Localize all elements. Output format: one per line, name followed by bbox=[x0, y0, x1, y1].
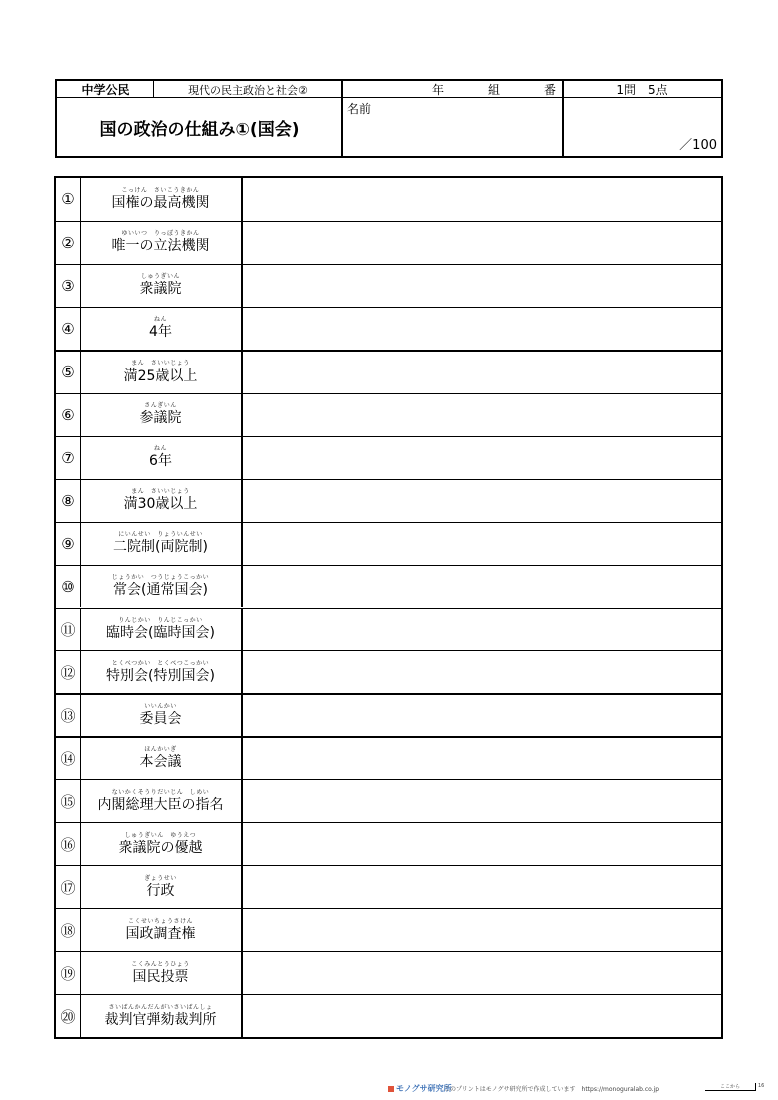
term-cell bbox=[80, 394, 243, 436]
term-cell bbox=[80, 866, 243, 908]
term-text: 特別会(特別国会) bbox=[106, 667, 215, 684]
question-number: ④ bbox=[56, 308, 81, 350]
table-row bbox=[56, 565, 721, 608]
answer-field[interactable] bbox=[243, 651, 721, 693]
answer-field[interactable] bbox=[243, 995, 721, 1037]
answer-table bbox=[54, 176, 723, 1039]
term-text: 臨時会(臨時国会) bbox=[106, 624, 215, 641]
answer-field[interactable] bbox=[243, 780, 721, 822]
term-text: 内閣総理大臣の指名 bbox=[97, 796, 224, 813]
term-cell bbox=[80, 952, 243, 994]
footer-end: 16 bbox=[758, 1083, 765, 1089]
number-label: 番 bbox=[544, 83, 557, 97]
term-furigana: ゆいいつ りっぽうきかん bbox=[121, 230, 200, 238]
answer-field[interactable] bbox=[243, 480, 721, 522]
term-furigana: とくべつかい とくべつこっかい bbox=[111, 659, 210, 667]
score-rule: 1問 5点 bbox=[616, 83, 668, 97]
term-cell bbox=[80, 909, 243, 951]
unit-label: 現代の民主政治と社会② bbox=[188, 83, 308, 97]
term-furigana: まん さいいじょう bbox=[131, 359, 190, 367]
question-number: ⑲ bbox=[56, 952, 81, 994]
term-cell bbox=[80, 265, 243, 307]
term-text: 裁判官弾劾裁判所 bbox=[104, 1011, 217, 1028]
question-number: ⑨ bbox=[56, 523, 81, 565]
header-block bbox=[55, 79, 723, 158]
question-number: ⑰ bbox=[56, 866, 81, 908]
term-furigana: ねん bbox=[153, 445, 167, 453]
year-label: 年 bbox=[432, 83, 445, 97]
term-text: 国民投票 bbox=[132, 968, 189, 985]
name-field[interactable] bbox=[343, 98, 562, 156]
term-cell bbox=[80, 823, 243, 865]
name-label: 名前 bbox=[347, 102, 372, 116]
term-furigana: いいんかい bbox=[144, 703, 177, 711]
term-text: 6年 bbox=[149, 453, 172, 470]
answer-field[interactable] bbox=[243, 695, 721, 736]
term-furigana: ねん bbox=[153, 316, 167, 324]
term-cell bbox=[80, 480, 243, 522]
term-furigana: こくせいちょうさけん bbox=[127, 917, 193, 925]
answer-field[interactable] bbox=[243, 909, 721, 951]
term-text: 二院制(両院制) bbox=[113, 539, 208, 556]
term-cell bbox=[80, 780, 243, 822]
table-row bbox=[56, 650, 721, 693]
question-number: ⑩ bbox=[56, 566, 81, 608]
table-row bbox=[56, 779, 721, 822]
term-cell bbox=[80, 651, 243, 693]
table-row bbox=[56, 908, 721, 951]
term-text: 行政 bbox=[146, 882, 175, 899]
answer-field[interactable] bbox=[243, 178, 721, 221]
question-number: ⑦ bbox=[56, 437, 81, 479]
term-cell bbox=[80, 738, 243, 779]
answer-field[interactable] bbox=[243, 609, 721, 651]
table-row bbox=[56, 865, 721, 908]
table-row bbox=[56, 951, 721, 994]
term-furigana: まん さいいじょう bbox=[131, 488, 190, 496]
question-number: ⑮ bbox=[56, 780, 81, 822]
term-text: 満25歳以上 bbox=[123, 367, 198, 384]
term-cell bbox=[80, 609, 243, 651]
brand-name: モノグサ研究所 bbox=[396, 1084, 452, 1093]
class-label: 組 bbox=[488, 83, 501, 97]
question-number: ⑧ bbox=[56, 480, 81, 522]
question-number: ⑱ bbox=[56, 909, 81, 951]
term-furigana: にいんせい りょういんせい bbox=[118, 531, 203, 539]
table-row bbox=[56, 822, 721, 865]
table-row bbox=[56, 994, 721, 1037]
term-text: 4年 bbox=[149, 324, 172, 341]
total-score: ／100 bbox=[679, 138, 717, 153]
term-furigana: さいばんかんだんがいさいばんしょ bbox=[108, 1003, 213, 1011]
question-number: ⑪ bbox=[56, 609, 81, 651]
score-field[interactable] bbox=[564, 98, 721, 156]
term-text: 本会議 bbox=[139, 754, 182, 771]
term-text: 満30歳以上 bbox=[123, 496, 198, 513]
term-furigana: こくみんとうひょう bbox=[131, 960, 190, 968]
question-number: ③ bbox=[56, 265, 81, 307]
answer-field[interactable] bbox=[243, 566, 721, 608]
answer-field[interactable] bbox=[243, 952, 721, 994]
table-row bbox=[56, 608, 721, 651]
question-number: ⑯ bbox=[56, 823, 81, 865]
table-row bbox=[56, 436, 721, 479]
year-class-number bbox=[342, 81, 563, 98]
answer-field[interactable] bbox=[243, 352, 721, 393]
answer-field[interactable] bbox=[243, 738, 721, 779]
table-row bbox=[56, 479, 721, 522]
answer-field[interactable] bbox=[243, 265, 721, 307]
term-furigana: こっけん さいこうきかん bbox=[121, 186, 200, 194]
footer-box: ここから bbox=[705, 1083, 756, 1091]
term-furigana: ぎょうせい bbox=[144, 874, 177, 882]
answer-field[interactable] bbox=[243, 222, 721, 264]
table-row bbox=[56, 522, 721, 565]
answer-field[interactable] bbox=[243, 823, 721, 865]
term-furigana: ほんかいぎ bbox=[144, 746, 177, 754]
term-cell bbox=[80, 995, 243, 1037]
term-text: 参議院 bbox=[139, 410, 182, 427]
footer-text: このプリントはモノグサ研究所で作成しています https://monoguralab.co.jp bbox=[444, 1086, 660, 1093]
logo-icon bbox=[388, 1086, 394, 1092]
worksheet-title: 国の政治の仕組み①(国会) bbox=[99, 119, 300, 140]
question-number: ① bbox=[56, 178, 81, 221]
question-number: ② bbox=[56, 222, 81, 264]
table-row bbox=[56, 307, 721, 350]
term-text: 国権の最高機関 bbox=[111, 194, 210, 211]
table-row bbox=[56, 350, 721, 393]
term-cell bbox=[80, 222, 243, 264]
table-row bbox=[56, 264, 721, 307]
question-number: ⑫ bbox=[56, 651, 81, 693]
term-cell bbox=[80, 437, 243, 479]
question-number: ⑭ bbox=[56, 738, 81, 779]
term-cell bbox=[80, 695, 243, 736]
table-row bbox=[56, 693, 721, 736]
term-furigana: しゅうぎいん bbox=[140, 273, 180, 281]
term-text: 国政調査権 bbox=[125, 925, 196, 942]
term-text: 衆議院の優越 bbox=[118, 839, 203, 856]
table-row bbox=[56, 393, 721, 436]
term-cell bbox=[80, 178, 243, 221]
question-number: ⑤ bbox=[56, 352, 81, 393]
term-furigana: じょうかい つうじょうこっかい bbox=[111, 574, 210, 582]
brand-logo bbox=[388, 1083, 452, 1094]
term-cell bbox=[80, 523, 243, 565]
footer bbox=[388, 1083, 778, 1097]
term-furigana: しゅうぎいん ゆうえつ bbox=[124, 831, 197, 839]
answer-field[interactable] bbox=[243, 308, 721, 350]
table-row bbox=[56, 221, 721, 264]
question-number: ⑳ bbox=[56, 995, 81, 1037]
term-text: 委員会 bbox=[139, 711, 182, 728]
term-furigana: さんぎいん bbox=[144, 402, 177, 410]
table-row bbox=[56, 178, 721, 221]
term-text: 常会(通常国会) bbox=[113, 582, 208, 599]
subject-label: 中学公民 bbox=[81, 83, 130, 97]
term-text: 衆議院 bbox=[139, 281, 182, 298]
term-cell bbox=[80, 566, 243, 608]
term-furigana: りんじかい りんじこっかい bbox=[118, 616, 203, 624]
answer-field[interactable] bbox=[243, 394, 721, 436]
question-number: ⑥ bbox=[56, 394, 81, 436]
question-number: ⑬ bbox=[56, 695, 81, 736]
table-row bbox=[56, 736, 721, 779]
answer-field[interactable] bbox=[243, 866, 721, 908]
answer-field[interactable] bbox=[243, 523, 721, 565]
term-cell bbox=[80, 308, 243, 350]
term-cell bbox=[80, 352, 243, 393]
term-text: 唯一の立法機関 bbox=[111, 238, 210, 255]
term-furigana: ないかくそうりだいじん しめい bbox=[111, 788, 210, 796]
answer-field[interactable] bbox=[243, 437, 721, 479]
